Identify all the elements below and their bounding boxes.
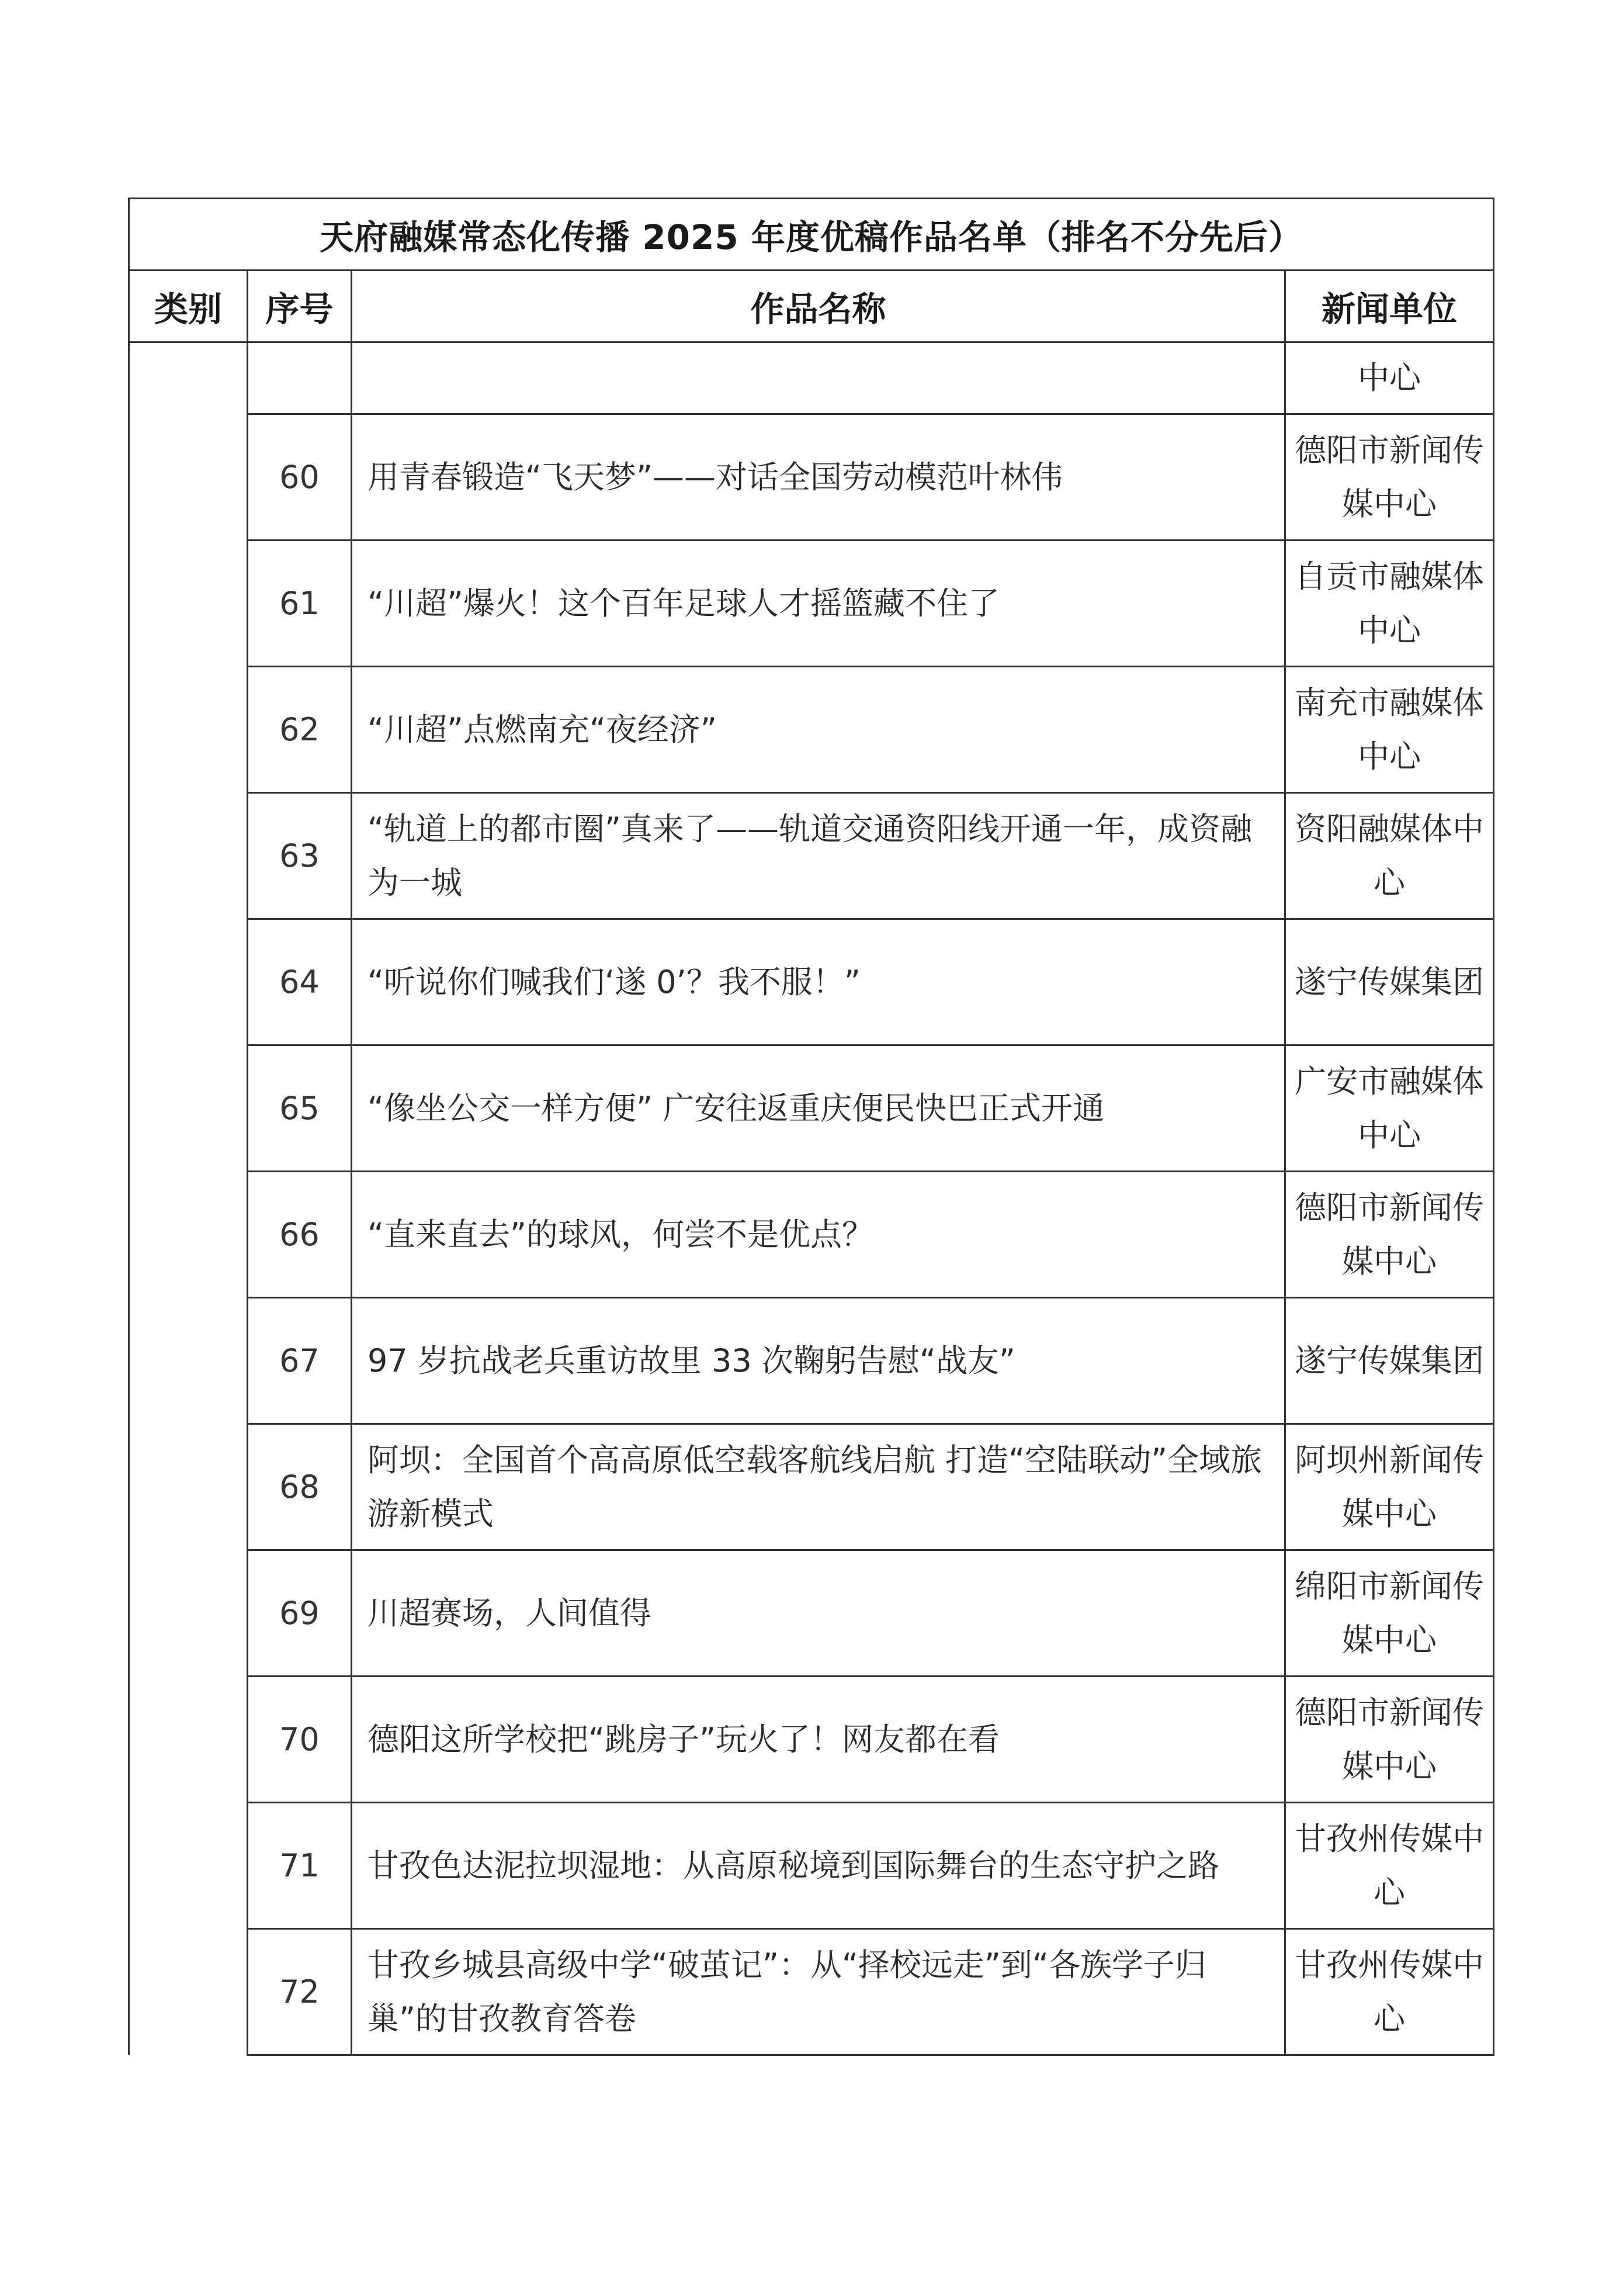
row-news-unit: 德阳市新闻传媒中心 — [1285, 414, 1494, 541]
row-work-name: 甘孜乡城县高级中学“破茧记”：从“择校远走”到“各族学子归巢”的甘孜教育答卷 — [352, 1929, 1285, 2055]
row-work-name: 德阳这所学校把“跳房子”玩火了！网友都在看 — [352, 1677, 1285, 1803]
table-row — [129, 1929, 1494, 2055]
row-index: 69 — [248, 1550, 352, 1677]
row-work-name: “像坐公交一样方便” 广安往返重庆便民快巴正式开通 — [352, 1045, 1285, 1172]
row-work-name: 川超赛场，人间值得 — [352, 1550, 1285, 1677]
table-row — [129, 1550, 1494, 1677]
row-news-unit: 资阳融媒体中心 — [1285, 793, 1494, 919]
row-work-name: “直来直去”的球风，何尝不是优点？ — [352, 1172, 1285, 1298]
header-index: 序号 — [248, 271, 352, 342]
row-index: 66 — [248, 1172, 352, 1298]
table-row — [129, 1045, 1494, 1172]
table-row-continued — [129, 342, 1494, 414]
row-index — [248, 342, 352, 414]
table-title: 天府融媒常态化传播 2025 年度优稿作品名单（排名不分先后） — [129, 199, 1494, 271]
row-work-name: “川超”点燃南充“夜经济” — [352, 667, 1285, 793]
row-index: 63 — [248, 793, 352, 919]
table-row — [129, 1424, 1494, 1550]
header-category: 类别 — [129, 271, 248, 342]
row-work-name: “轨道上的都市圈”真来了——轨道交通资阳线开通一年，成资融为一城 — [352, 793, 1285, 919]
row-work-name: 用青春锻造“飞天梦”——对话全国劳动模范叶林伟 — [352, 414, 1285, 541]
row-news-unit: 遂宁传媒集团 — [1285, 919, 1494, 1045]
table-row — [129, 1172, 1494, 1298]
header-news-unit: 新闻单位 — [1285, 271, 1494, 342]
table-row — [129, 1677, 1494, 1803]
row-index: 60 — [248, 414, 352, 541]
row-news-unit: 南充市融媒体中心 — [1285, 667, 1494, 793]
row-work-name: 甘孜色达泥拉坝湿地：从高原秘境到国际舞台的生态守护之路 — [352, 1803, 1285, 1929]
row-index: 70 — [248, 1677, 352, 1803]
category-cell — [129, 342, 248, 2055]
row-index: 65 — [248, 1045, 352, 1172]
row-work-name: “听说你们喊我们‘遂 0’？我不服！” — [352, 919, 1285, 1045]
table-row — [129, 541, 1494, 667]
row-news-unit: 广安市融媒体中心 — [1285, 1045, 1494, 1172]
table-row — [129, 919, 1494, 1045]
row-work-name: 97 岁抗战老兵重访故里 33 次鞠躬告慰“战友” — [352, 1298, 1285, 1424]
row-index: 62 — [248, 667, 352, 793]
row-work-name: 阿坝：全国首个高高原低空载客航线启航 打造“空陆联动”全域旅游新模式 — [352, 1424, 1285, 1550]
row-news-unit: 德阳市新闻传媒中心 — [1285, 1677, 1494, 1803]
table-row — [129, 793, 1494, 919]
row-news-unit: 甘孜州传媒中心 — [1285, 1929, 1494, 2055]
row-news-unit: 自贡市融媒体中心 — [1285, 541, 1494, 667]
row-index: 71 — [248, 1803, 352, 1929]
row-news-unit: 遂宁传媒集团 — [1285, 1298, 1494, 1424]
table-row — [129, 1803, 1494, 1929]
table-body — [129, 342, 1494, 2055]
row-work-name: “川超”爆火！这个百年足球人才摇篮藏不住了 — [352, 541, 1285, 667]
row-work-name — [352, 342, 1285, 414]
table-row — [129, 1298, 1494, 1424]
header-work-name: 作品名称 — [352, 271, 1285, 342]
row-index: 64 — [248, 919, 352, 1045]
row-news-unit: 阿坝州新闻传媒中心 — [1285, 1424, 1494, 1550]
row-index: 68 — [248, 1424, 352, 1550]
row-index: 61 — [248, 541, 352, 667]
row-news-unit: 绵阳市新闻传媒中心 — [1285, 1550, 1494, 1677]
row-index: 67 — [248, 1298, 352, 1424]
row-news-unit: 中心 — [1285, 342, 1494, 414]
table-row — [129, 414, 1494, 541]
row-index: 72 — [248, 1929, 352, 2055]
award-table — [128, 198, 1494, 2056]
table-row — [129, 667, 1494, 793]
row-news-unit: 德阳市新闻传媒中心 — [1285, 1172, 1494, 1298]
row-news-unit: 甘孜州传媒中心 — [1285, 1803, 1494, 1929]
